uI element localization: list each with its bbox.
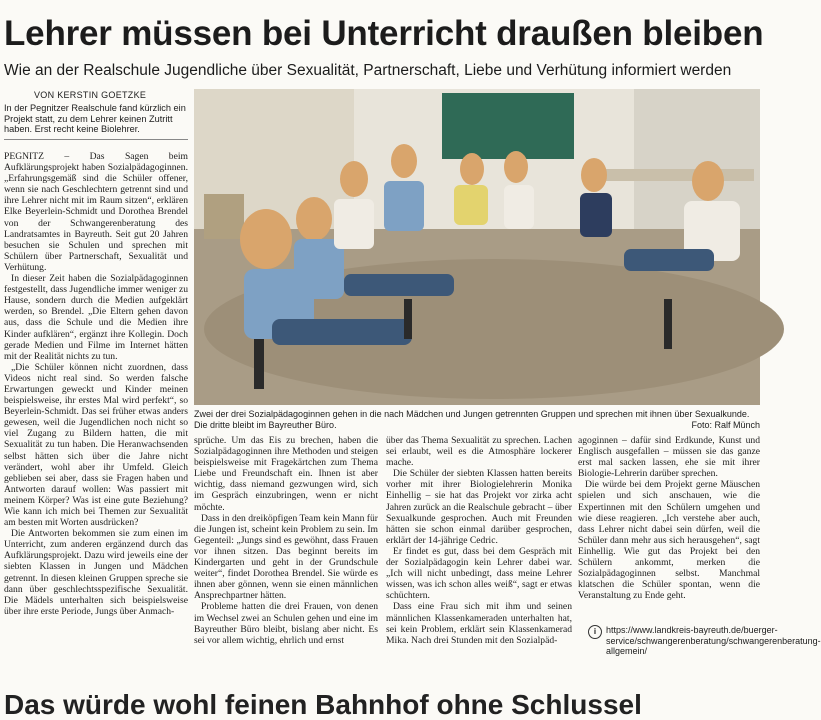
text-column-4 [578,435,760,601]
article-headline: Lehrer müssen bei Unterricht draußen bleiben [4,14,764,53]
paragraph: Die Schüler der siebten Klassen hatten bereits vorher mit ihrer Biologielehrerin Monika Einhellig – sie hat das Projekt vor zirka acht Jahren zurück an die Realschule gebracht – über Sexualkunde gesprochen. Auch mit Freunden hätten sie schon einmal darüber gesprochen, erklärt der 14-jährige Cedric. [386,468,572,546]
paragraph: „Die Schüler können nicht zuordnen, dass Videos nicht real sind. So werden falsche Erwartungen geweckt und Kinder meinen beispielsweise, ihr erstes Mal wird perfekt“, so Beyerlein-Schmidt. Das sei früher etwas anders gewesen, weil die Jugendlichen noch nicht so viel Zugang zu Bildern hatten, die mit Sexualität zu tun haben. Die Heranwachsenden selbst hätten sich über die Jahre nicht verändert, wohl aber ihr Umfeld. Gleich geblieben sei aber, dass sie Fragen haben und Antworten darauf wollen: Was passiert mit meinem Körper? Was ist eine gute Beziehung? Wie kann ich mich bei Themen zur Sexualität am besten mit Worten ausdrücken? [4,361,188,529]
article-photo [194,89,760,405]
paragraph: sprüche. Um das Eis zu brechen, haben die Sozialpädagoginnen ihre Methoden und steigen beispielsweise mit Fragekärtchen zum Thema Liebe und Freundschaft ein. Ihnen ist aber wichtig, dass niemand gezwungen wird, sich im Gespräch einzubringen, wenn er nicht möchte. [194,435,378,513]
byline: VON KERSTIN GOETZKE [34,90,147,100]
paragraph: agoginnen – dafür sind Erdkunde, Kunst und Englisch ausgefallen – müssen sie das ganze erst mal sacken lassen, ehe sie mit ihrer Biologie-Lehrerin darüber sprechen. [578,435,760,480]
paragraph: PEGNITZ – Das Sagen beim Aufklärungsprojekt haben Sozialpädagoginnen. „Erfahrungsgemäß sind die Schüler offener, wenn sie nach Geschlechtern getrennt sind und ihre Lehrer nicht mit im Raum sitzen“, erklären Elke Beyerlein-Schmidt und Dorothea Brendel von der Schwangerenberatung des Landratsamtes in Bayreuth. Seit gut 20 Jahren besuchen sie Schulen und sprechen mit Schülern über Partnerschaft, Sexualität und Verhütung. [4,151,188,273]
info-icon: i [588,625,602,639]
classroom-photo [194,89,760,405]
article-subheadline: Wie an der Realschule Jugendliche über Sexualität, Partnerschaft, Liebe und Verhütung informiert werden [4,62,732,79]
paragraph: Dass in den dreiköpfigen Team kein Mann für die Jungen ist, scheint kein Problem zu sein. Im Gegenteil: „Jungs sind es gewöhnt, dass Frauen vor ihnen sitzen. Das beginnt bereits im Kindergarten und geht in der Grundschule weiter“, findet Dorothea Brendel. Sie würde es ihnen aber gönnen, wenn sie einen männlichen Ansprechpartner hätten. [194,512,378,602]
next-article-headline: Das würde wohl feinen Bahnhof ohne Schlussel [4,689,642,720]
teaser: In der Pegnitzer Realschule fand kürzlich ein Projekt statt, zu dem Lehrer keinen Zutritt haben. Erst recht keine Biolehrer. [4,103,188,140]
caption-text: Zwei der drei Sozialpädagoginnen gehen in die nach Mädchen und Jungen getrennten Gruppen und sprechen mit ihnen über Sexualkunde. Die dritte bleibt im Bayreuther Büro. [194,409,750,430]
paragraph: Dass eine Frau sich mit ihm und seinen männlichen Klassenkameraden unterhalten hat, sei kein Problem, erklärt sein Klassenkamerad Mika. Nach drei Stunden mit den Sozialpäd- [386,601,572,646]
paragraph: Er findet es gut, dass bei dem Gespräch mit der Sozialpädagogin kein Lehrer dabei war. „Ich will nicht unbedingt, dass meine Lehrer wissen, was ich schon alles weiß“, sagt er etwas schüchtern. [386,545,572,602]
text-column-2 [194,435,378,646]
text-column-1 [4,151,188,617]
photo-caption [194,409,760,430]
photo-credit: Foto: Ralf Münch [691,419,760,430]
info-link-box [588,625,821,657]
info-link[interactable]: https://www.landkreis-bayreuth.de/buerger-service/schwangerenberatung/schwangerenberatung-allgemein/ [606,625,821,656]
paragraph: In dieser Zeit haben die Sozialpädagoginnen festgestellt, dass Jugendliche immer weniger zu Hause, sondern durch die Medien aufgeklärt werden, so Brendel. „Die Eltern gehen davon aus, dass die Schule und die Medien ihre Kinder aufklären“, ergänzt ihre Kollegin. Doch gerade Medien und Filme im Internet hätten mit der Realität nichts zu tun. [4,273,188,362]
paragraph: Die Antworten bekommen sie zum einen im Unterricht, zum anderen ergänzend durch das Aufklärungsprojekt. Dazu wird jeweils eine der siebten Klassen in Jungen und Mädchen getrennt. In diesen kleinen Gruppen spreche sie dann über geschlechtsspezifische Sexualität. Die Mädels unterhalten sich beispielsweise über ihre erste Periode, Jungs über Anmach- [4,528,188,617]
text-column-3 [386,435,572,646]
paragraph: über das Thema Sexualität zu sprechen. Lachen sei erlaubt, weil es die Atmosphäre lockerer mache. [386,435,572,469]
paragraph: Probleme hatten die drei Frauen, von denen im Wechsel zwei an Schulen gehen und eine im Bayreuther Büro bleibt, bislang aber nicht. Es sei vor allem wichtig, ehrlich und ernst [194,601,378,646]
paragraph: Die würde bei dem Projekt gerne Mäuschen spielen und sich anschauen, wie die Expertinnen mit den Schülern umgehen und wie diese reagieren. „Ich verstehe aber auch, dass Lehrer nicht dabei sein dürfen, weil die Schüler dann mehr aus sich herausgehen“, sagt Einhellig. Wie gut das Projekt bei den Schülern ankommt, merken die Sozialpädagoginnen selbst. Manchmal klatschen die Schüler spontan, wenn die Veranstaltung zu Ende geht. [578,479,760,602]
